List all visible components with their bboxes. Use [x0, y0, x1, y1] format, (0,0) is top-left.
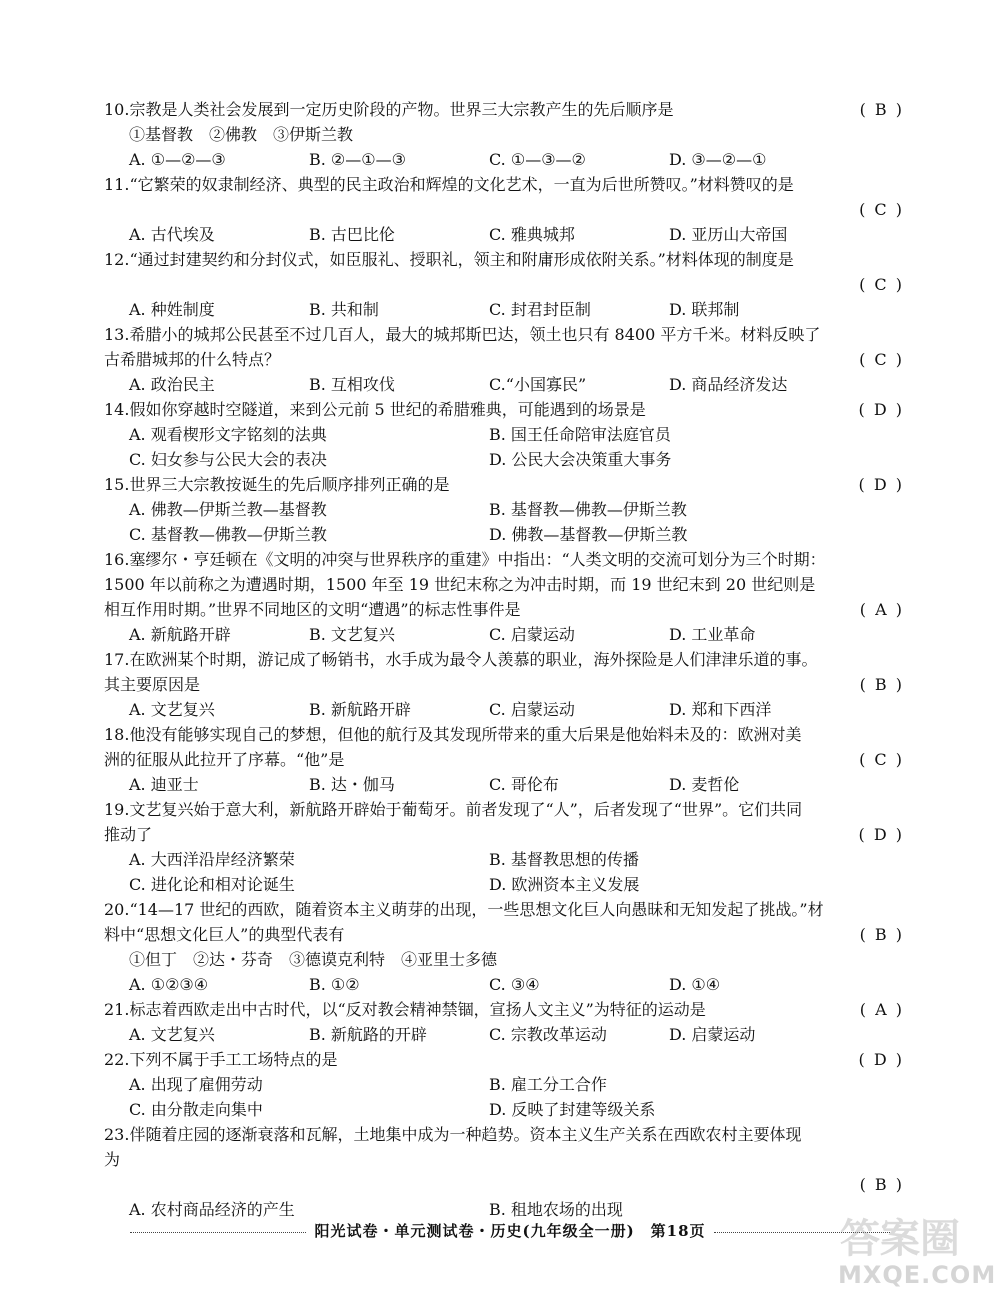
answer-option: B. 新航路的开辟	[309, 1025, 427, 1044]
question-item	[104, 1122, 904, 1222]
answer-option: D. 亚历山大帝国	[669, 225, 788, 244]
question-item	[104, 97, 904, 172]
option-row	[104, 147, 904, 172]
answer-option: D. 反映了封建等级关系	[489, 1100, 656, 1119]
question-sub-items: ①但丁 ②达・芬奇 ③德谟克利特 ④亚里士多德	[129, 950, 498, 969]
question-stem-line	[104, 397, 904, 422]
watermark-text: MXQE.COM	[838, 1261, 997, 1289]
question-item	[104, 547, 904, 647]
answer-option: A. 出现了雇佣劳动	[129, 1075, 263, 1094]
question-stem-text: 15.世界三大宗教按诞生的先后顺序排列正确的是	[104, 475, 450, 494]
question-stem-line	[104, 922, 904, 947]
question-item	[104, 397, 904, 472]
page-footer	[130, 1218, 890, 1242]
answer-option: B. 文艺复兴	[309, 625, 395, 644]
question-stem-line	[104, 347, 904, 372]
question-stem-text: 洲的征服从此拉开了序幕。“他”是	[104, 750, 345, 769]
question-stem-text: 14.假如你穿越时空隧道，来到公元前 5 世纪的希腊雅典，可能遇到的场景是	[104, 400, 646, 419]
question-stem-text: 16.塞缪尔・亨廷顿在《文明的冲突与世界秩序的重建》中指出：“人类文明的交流可划分为三个时期：	[104, 550, 826, 569]
answer-option: A. 迪亚士	[129, 775, 199, 794]
answer-option: A. ①—②—③	[129, 150, 226, 169]
answer-option: C. 雅典城邦	[489, 225, 575, 244]
option-row	[104, 1097, 904, 1122]
question-stem-line	[104, 1122, 904, 1147]
option-row	[104, 422, 904, 447]
answer-mark: ( C )	[859, 750, 904, 769]
option-row	[104, 1072, 904, 1097]
answer-option: D. 欧洲资本主义发展	[489, 875, 640, 894]
option-row	[104, 372, 904, 397]
answer-option: A. 佛教—伊斯兰教—基督教	[129, 500, 327, 519]
answer-mark: ( C )	[859, 350, 904, 369]
question-stem-text: 13.希腊小的城邦公民甚至不过几百人，最大的城邦斯巴达，领土也只有 8400 平方千米。材料反映了	[104, 325, 821, 344]
question-stem-text: 23.伴随着庄园的逐渐衰落和瓦解，土地集中成为一种趋势。资本主义生产关系在西欧农村主要体现	[104, 1125, 802, 1144]
option-row	[104, 297, 904, 322]
answer-option: B. 基督教—佛教—伊斯兰教	[489, 500, 687, 519]
option-row	[104, 872, 904, 897]
question-stem-line	[104, 1047, 904, 1072]
answer-option: B. 基督教思想的传播	[489, 850, 639, 869]
question-stem-text: 21.标志着西欧走出中古时代，以“反对教会精神禁锢，宣扬人文主义”为特征的运动是	[104, 1000, 706, 1019]
answer-option: B. ②—①—③	[309, 150, 406, 169]
answer-option: A. 大西洋沿岸经济繁荣	[129, 850, 295, 869]
answer-line	[104, 1172, 904, 1197]
question-item	[104, 647, 904, 722]
answer-option: D. 郑和下西洋	[669, 700, 772, 719]
answer-option: C. 进化论和相对论诞生	[129, 875, 295, 894]
question-stem-text: 料中“思想文化巨人”的典型代表有	[104, 925, 345, 944]
answer-option: B. 雇工分工合作	[489, 1075, 607, 1094]
answer-option: C. 宗教改革运动	[489, 1025, 607, 1044]
question-item	[104, 722, 904, 797]
answer-line	[104, 197, 904, 222]
question-item	[104, 322, 904, 397]
answer-option: A. 文艺复兴	[129, 700, 215, 719]
question-stem-line	[104, 472, 904, 497]
answer-mark: ( C )	[859, 200, 904, 219]
answer-option: B. 古巴比伦	[309, 225, 395, 244]
question-item	[104, 997, 904, 1047]
answer-mark: ( B )	[859, 100, 904, 119]
question-stem-text: 1500 年以前称之为遭遇时期，1500 年至 19 世纪末称之为冲击时期，而 19 世纪末到 20 世纪则是	[104, 575, 816, 594]
question-stem-line	[104, 572, 904, 597]
answer-option: D. 公民大会决策重大事务	[489, 450, 672, 469]
question-stem-text: 22.下列不属于手工工场特点的是	[104, 1050, 338, 1069]
question-stem-line	[104, 547, 904, 572]
answer-option: D. 商品经济发达	[669, 375, 788, 394]
option-row	[104, 972, 904, 997]
answer-option: A. 文艺复兴	[129, 1025, 215, 1044]
question-stem-text: 相互作用时期。”世界不同地区的文明“遭遇”的标志性事件是	[104, 600, 521, 619]
footer-text: 阳光试卷・单元测试卷・历史(九年级全一册) 第18页	[314, 1221, 706, 1240]
option-row	[104, 697, 904, 722]
answer-option: C. ①—③—②	[489, 150, 586, 169]
answer-option: B. 租地农场的出现	[489, 1200, 623, 1219]
answer-mark: ( A )	[859, 1000, 904, 1019]
answer-option: C. 封君封臣制	[489, 300, 591, 319]
answer-mark: ( B )	[859, 1175, 904, 1194]
option-row	[104, 622, 904, 647]
answer-option: A. 农村商品经济的产生	[129, 1200, 295, 1219]
question-item	[104, 897, 904, 997]
question-sub-items: ①基督教 ②佛教 ③伊斯兰教	[129, 125, 354, 144]
question-stem-line	[104, 322, 904, 347]
answer-line	[104, 272, 904, 297]
answer-option: B. ①②	[309, 975, 360, 994]
question-stem-line	[104, 1147, 904, 1172]
answer-option: C.“小国寡民”	[489, 375, 587, 394]
answer-option: C. 哥伦布	[489, 775, 559, 794]
question-item	[104, 472, 904, 547]
answer-option: C. 妇女参与公民大会的表决	[129, 450, 327, 469]
question-item	[104, 797, 904, 897]
answer-option: D. 佛教—基督教—伊斯兰教	[489, 525, 688, 544]
watermark-logo: 答案圈	[840, 1216, 960, 1262]
question-stem-line	[104, 822, 904, 847]
question-stem-text: 古希腊城邦的什么特点？	[104, 350, 281, 369]
answer-option: C. 由分散走向集中	[129, 1100, 263, 1119]
question-stem-text: 19.文艺复兴始于意大利，新航路开辟始于葡萄牙。前者发现了“人”，后者发现了“世界”。它们共同	[104, 800, 803, 819]
question-stem-line	[104, 647, 904, 672]
question-stem-text: 推动了	[104, 825, 153, 844]
answer-option: A. ①②③④	[129, 975, 209, 994]
question-stem-text: 10.宗教是人类社会发展到一定历史阶段的产物。世界三大宗教产生的先后顺序是	[104, 100, 674, 119]
answer-option: A. 新航路开辟	[129, 625, 231, 644]
answer-option: B. 达・伽马	[309, 775, 395, 794]
question-stem-line	[104, 97, 904, 122]
answer-option: B. 共和制	[309, 300, 379, 319]
option-row	[104, 447, 904, 472]
question-stem-line	[104, 897, 904, 922]
answer-mark: ( D )	[858, 1050, 904, 1069]
answer-option: C. 基督教—佛教—伊斯兰教	[129, 525, 327, 544]
question-stem-text: 20.“14—17 世纪的西欧，随着资本主义萌芽的出现，一些思想文化巨人向愚昧和无知发起了挑战。”材	[104, 900, 824, 919]
answer-option: D. ③—②—①	[669, 150, 767, 169]
option-row	[104, 1022, 904, 1047]
option-row	[104, 847, 904, 872]
option-row	[104, 522, 904, 547]
question-stem-text: 12.“通过封建契约和分封仪式，如臣服礼、授职礼，领主和附庸形成依附关系。”材料体现的制度是	[104, 250, 794, 269]
answer-option: D. 麦哲伦	[669, 775, 740, 794]
answer-mark: ( C )	[859, 275, 904, 294]
answer-option: C. 启蒙运动	[489, 625, 575, 644]
answer-option: A. 古代埃及	[129, 225, 215, 244]
watermark	[820, 1203, 997, 1293]
answer-mark: ( D )	[858, 825, 904, 844]
question-stem-line	[104, 997, 904, 1022]
answer-mark: ( B )	[859, 675, 904, 694]
option-row	[104, 772, 904, 797]
answer-option: D. ①④	[669, 975, 721, 994]
option-row	[104, 222, 904, 247]
question-stem-text: 18.他没有能够实现自己的梦想，但他的航行及其发现所带来的重大后果是他始料未及的：欧洲对美	[104, 725, 802, 744]
answer-option: A. 种姓制度	[129, 300, 215, 319]
answer-option: B. 新航路开辟	[309, 700, 411, 719]
answer-option: A. 观看楔形文字铭刻的法典	[129, 425, 327, 444]
answer-option: D. 工业革命	[669, 625, 756, 644]
answer-option: C. 启蒙运动	[489, 700, 575, 719]
question-stem-line	[104, 797, 904, 822]
question-stem-line	[104, 747, 904, 772]
footer-dots-left	[130, 1232, 306, 1233]
answer-option: D. 启蒙运动	[669, 1025, 756, 1044]
question-item	[104, 1047, 904, 1122]
question-stem-line	[104, 247, 904, 272]
answer-option: C. ③④	[489, 975, 540, 994]
question-item	[104, 172, 904, 247]
question-stem-text: 为	[104, 1150, 121, 1169]
question-item	[104, 247, 904, 322]
answer-mark: ( A )	[859, 600, 904, 619]
question-stem-text: 11.“它繁荣的奴隶制经济、典型的民主政治和辉煌的文化艺术，一直为后世所赞叹。”材料赞叹的是	[104, 175, 794, 194]
answer-option: B. 国王任命陪审法庭官员	[489, 425, 671, 444]
question-stem-text: 17.在欧洲某个时期，游记成了畅销书，水手成为最令人羡慕的职业，海外探险是人们津津乐道的事。	[104, 650, 818, 669]
question-stem-line	[104, 722, 904, 747]
option-row	[104, 497, 904, 522]
answer-option: A. 政治民主	[129, 375, 215, 394]
question-stem-line	[104, 672, 904, 697]
answer-mark: ( D )	[858, 475, 904, 494]
answer-mark: ( D )	[858, 400, 904, 419]
question-stem-text: 其主要原因是	[104, 675, 201, 694]
answer-mark: ( B )	[859, 925, 904, 944]
answer-option: D. 联邦制	[669, 300, 740, 319]
question-stem-line	[104, 597, 904, 622]
question-stem-line	[104, 172, 904, 197]
answer-option: B. 互相攻伐	[309, 375, 395, 394]
